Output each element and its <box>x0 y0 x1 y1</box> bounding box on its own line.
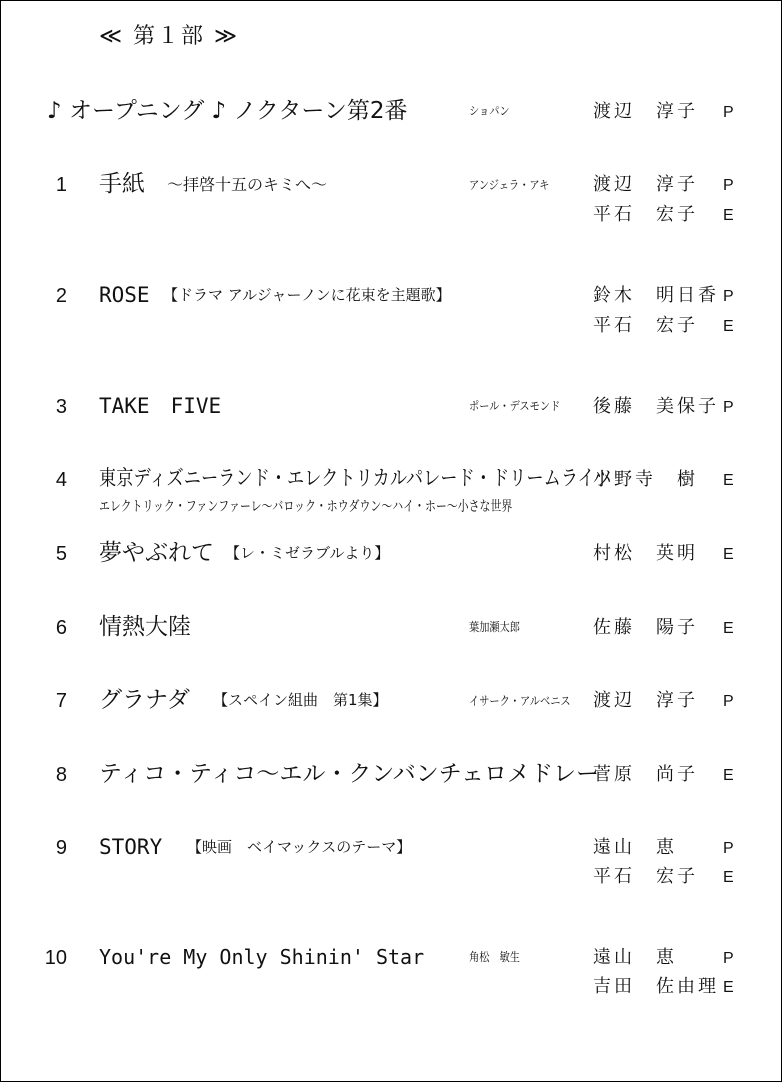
performer-name: 村松 英明 <box>593 543 698 564</box>
performer-name: 鈴木 明日香 <box>593 285 719 306</box>
performer-name: 吉田 佐由理 <box>593 976 719 997</box>
item-number: 8 <box>55 764 67 786</box>
item-composer: アンジェラ・アキ <box>469 178 550 192</box>
item-title: STORY <box>99 835 163 859</box>
performer-instrument: P <box>723 693 734 710</box>
performer-instrument: E <box>723 546 734 563</box>
performer-instrument: P <box>723 840 734 857</box>
item-title: 東京ディズニーランド・エレクトリカルパレード・ドリームライツ <box>99 466 612 490</box>
performer-instrument: E <box>723 979 734 996</box>
item-composer: 葉加瀬太郎 <box>469 620 521 634</box>
performer-name: 渡辺 淳子 <box>593 690 698 711</box>
opening-composer: ショパン <box>469 104 510 118</box>
performer-instrument: E <box>723 207 734 224</box>
performer-name: 平石 宏子 <box>593 204 698 225</box>
item-title: TAKE FIVE <box>99 394 222 418</box>
performer-name: 菅原 尚子 <box>593 764 698 785</box>
performer-instrument: E <box>723 620 734 637</box>
item-subtitle: ～拝啓十五のキミへ～ <box>167 175 328 194</box>
performer-instrument: P <box>723 950 734 967</box>
item-subtitle: 【ドラマ アルジャーノンに花束を主題歌】 <box>163 286 451 304</box>
opening-performer-name: 渡辺 淳子 <box>593 101 698 122</box>
performer-name: 後藤 美保子 <box>593 396 719 417</box>
item-subtitle: 【レ・ミゼラブルより】 <box>225 544 390 562</box>
performer-instrument: P <box>723 288 734 305</box>
performer-instrument: P <box>723 399 734 416</box>
item-composer: 角松 敏生 <box>469 950 521 964</box>
item-number: 10 <box>44 947 67 969</box>
item-title: You're My Only Shinin' Star <box>99 945 425 969</box>
item-number: 4 <box>55 469 67 491</box>
item-number: 1 <box>55 174 67 196</box>
performer-instrument: E <box>723 767 734 784</box>
item-title: ROSE <box>99 283 150 307</box>
item-number: 6 <box>55 617 67 639</box>
performer-name: 佐藤 陽子 <box>593 617 698 638</box>
performer-name: 平石 宏子 <box>593 866 698 887</box>
item-subtitle: 【映画 ベイマックスのテーマ】 <box>187 838 412 856</box>
item-subtitle: エレクトリック・ファンファーレ～バロック・ホウダウン～ハイ・ホー～小さな世界 <box>99 499 513 515</box>
performer-name: 遠山 恵 <box>593 947 677 968</box>
item-number: 5 <box>55 543 67 565</box>
item-composer: イサーク・アルベニス <box>469 694 571 708</box>
item-title: ティコ・ティコ～エル・クンバンチェロメドレー <box>99 761 600 787</box>
item-number: 7 <box>55 690 67 712</box>
item-number: 2 <box>55 285 67 307</box>
performer-instrument: E <box>723 472 734 489</box>
part-heading: ≪ 第１部 ≫ <box>99 24 240 49</box>
performer-name: 渡辺 淳子 <box>593 174 698 195</box>
item-title: 情熱大陸 <box>99 614 191 640</box>
performer-instrument: E <box>723 318 734 335</box>
item-number: 3 <box>55 396 67 418</box>
performer-name: 平石 宏子 <box>593 315 698 336</box>
opening-performer-instrument: P <box>723 104 734 121</box>
performer-instrument: P <box>723 177 734 194</box>
item-subtitle: 【スペイン組曲 第1集】 <box>213 691 388 709</box>
item-title: 手紙 <box>99 171 145 197</box>
performer-name: 小野寺 樹 <box>593 469 698 490</box>
item-number: 9 <box>55 837 67 859</box>
performer-instrument: E <box>723 869 734 886</box>
item-composer: ポール・デスモンド <box>469 399 561 413</box>
item-title: グラナダ <box>99 687 190 713</box>
performer-name: 遠山 恵 <box>593 837 677 858</box>
item-title: 夢やぶれて <box>99 540 214 566</box>
opening-title: ♪ オープニング ♪ ノクターン第2番 <box>47 98 408 124</box>
